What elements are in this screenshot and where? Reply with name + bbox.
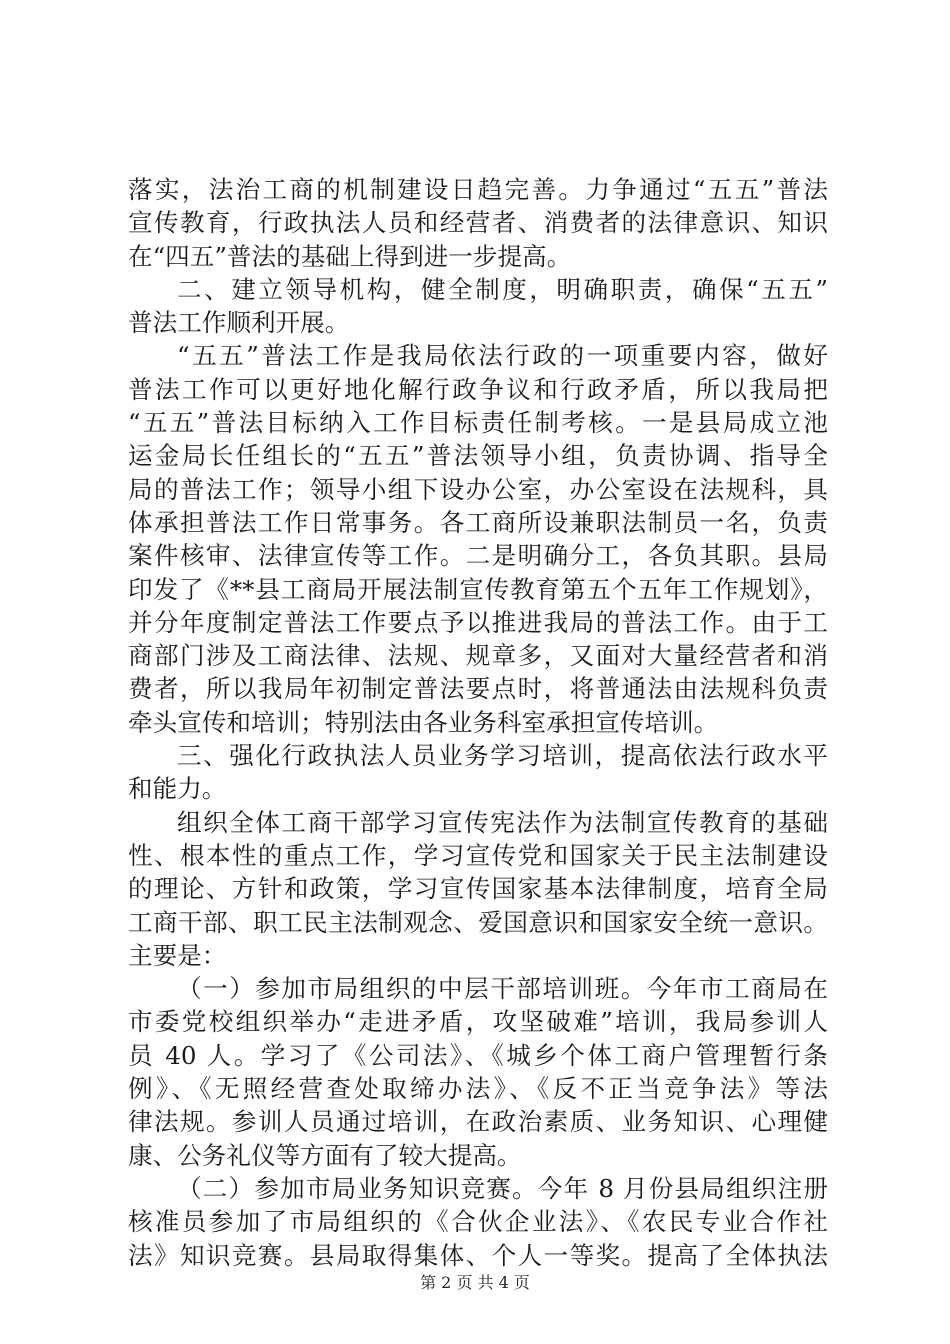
text-line: 律法规。参训人员通过培训，在政治素质、业务知识、心理健 (128, 1107, 828, 1137)
text-line: “五五”普法目标纳入工作目标责任制考核。一是县局成立池 (128, 408, 828, 438)
text-line: 体承担普法工作日常事务。各工商所设兼职法制员一名，负责 (128, 507, 828, 537)
text-line: 核准员参加了市局组织的《合伙企业法》、《农民专业合作社 (128, 1207, 828, 1237)
text-line: 组织全体工商干部学习宣传宪法作为法制宣传教育的基础 (177, 807, 828, 837)
text-line: 局的普法工作；领导小组下设办公室，办公室设在法规科，具 (128, 474, 828, 504)
text-line: 费者，所以我局年初制定普法要点时，将普通法由法规科负责 (128, 674, 828, 704)
text-line: 普法工作可以更好地化解行政争议和行政矛盾，所以我局把 (128, 374, 828, 404)
text-line: 并分年度制定普法工作要点予以推进我局的普法工作。由于工 (128, 607, 828, 637)
text-line: （二）参加市局业务知识竞赛。今年 8 月份县局组织注册 (177, 1173, 828, 1203)
text-line: 三、强化行政执法人员业务学习培训，提高依法行政水平 (177, 741, 828, 771)
text-line: 运金局长任组长的“五五”普法领导小组，负责协调、指导全 (128, 441, 828, 471)
text-line: 商部门涉及工商法律、法规、规章多，又面对大量经营者和消 (128, 641, 828, 671)
text-line: 工商干部、职工民主法制观念、爱国意识和国家安全统一意识。 (128, 907, 828, 937)
text-line: 员 40 人。学习了《公司法》、《城乡个体工商户管理暂行条 (128, 1040, 828, 1070)
text-line: 落实，法治工商的机制建设日趋完善。力争通过“五五”普法 (128, 175, 828, 204)
text-line: “五五”普法工作是我局依法行政的一项重要内容，做好 (177, 341, 828, 371)
text-line: 例》、《无照经营查处取缔办法》、《反不正当竞争法》等法 (128, 1074, 828, 1104)
text-line: 印发了《**县工商局开展法制宣传教育第五个五年工作规划》， (128, 574, 828, 604)
page-footer: 第 2 页 共 4 页 (420, 1273, 530, 1292)
text-line: 案件核审、法律宣传等工作。二是明确分工，各负其职。县局 (128, 541, 828, 571)
document-body (128, 173, 828, 1272)
text-line: 和能力。 (128, 774, 227, 804)
text-line: 宣传教育，行政执法人员和经营者、消费者的法律意识、知识 (128, 208, 828, 238)
text-line: 牵头宣传和培训；特别法由各业务科室承担宣传培训。 (128, 707, 719, 737)
text-line: 康、公务礼仪等方面有了较大提高。 (128, 1140, 522, 1170)
text-line: 在“四五”普法的基础上得到进一步提高。 (128, 241, 572, 271)
text-line: 法》知识竞赛。县局取得集体、个人一等奖。提高了全体执法 (128, 1240, 828, 1270)
text-line: （一）参加市局组织的中层干部培训班。今年市工商局在 (177, 974, 828, 1004)
text-line: 的理论、方针和政策，学习宣传国家基本法律制度，培育全局 (128, 874, 828, 904)
text-line: 主要是： (128, 940, 227, 970)
text-line: 性、根本性的重点工作，学习宣传党和国家关于民主法制建设 (128, 840, 828, 870)
text-line: 二、建立领导机构，健全制度，明确职责，确保“五五” (177, 274, 828, 304)
text-line: 普法工作顺利开展。 (128, 308, 350, 338)
text-line: 市委党校组织举办“走进矛盾，攻坚破难”培训，我局参训人 (128, 1007, 828, 1037)
